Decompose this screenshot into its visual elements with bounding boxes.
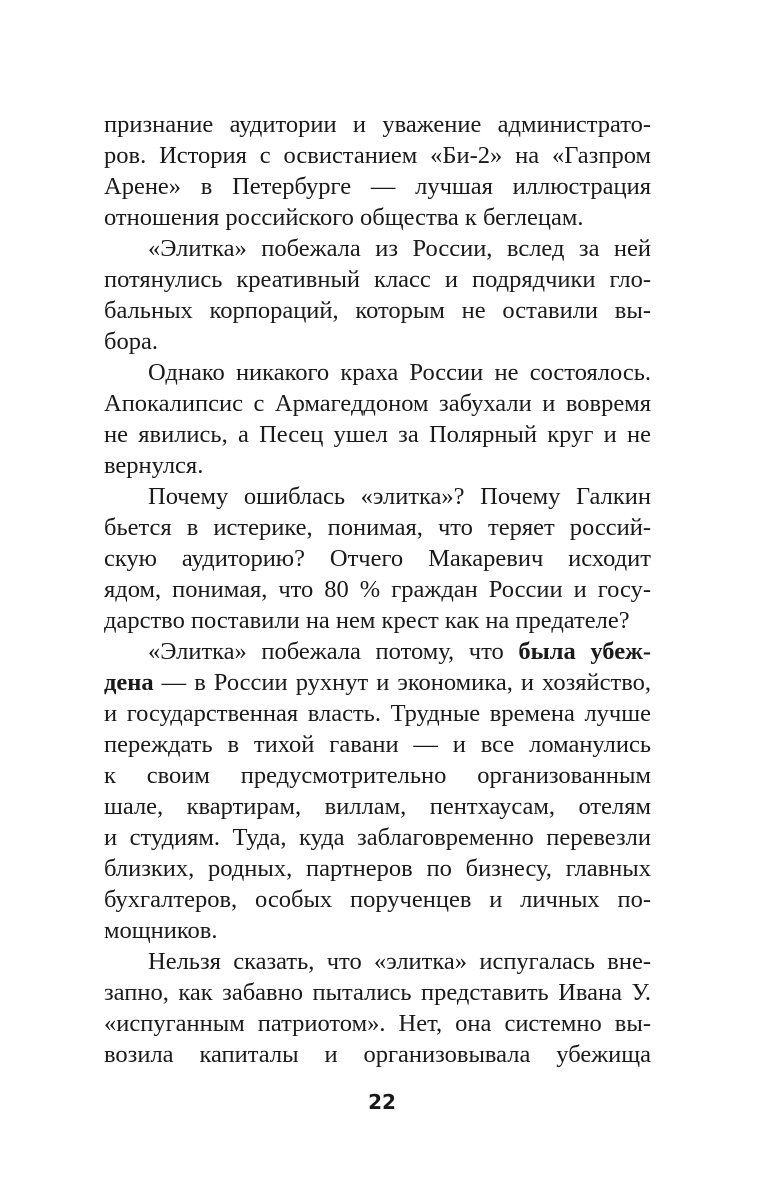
- text-line: вернулся.: [104, 452, 204, 479]
- text-line: и государственная власть. Трудные времена лучше: [104, 700, 651, 727]
- text-line: Однако никакого краха России не состоялось.: [148, 359, 651, 386]
- page-body-text: [104, 109, 651, 1070]
- text-line: признание аудитории и уважение администрато-: [104, 111, 651, 138]
- text-line: дарство поставили на нем крест как на предателе?: [104, 607, 630, 634]
- text-line: близких, родных, партнеров по бизнесу, главных: [104, 855, 651, 882]
- text-line: [104, 667, 651, 698]
- text-line: Арене» в Петербурге — лучшая иллюстрация: [104, 173, 651, 200]
- text-line: Нельзя сказать, что «элитка» испугалась вне-: [148, 948, 651, 975]
- bold-emphasis: дена: [104, 669, 154, 696]
- text-line: мощников.: [104, 917, 218, 944]
- text-line: запно, как забавно пытались представить Ивана У.: [104, 979, 651, 1006]
- text-line: к своим предусмотрительно организованным: [104, 762, 651, 789]
- text-line: Апокалипсис с Армагеддоном забухали и вовремя: [104, 390, 651, 417]
- text-line: [104, 636, 651, 667]
- text-line: бухгалтеров, особых порученцев и личных по-: [104, 886, 651, 913]
- text-line: Почему ошиблась «элитка»? Почему Галкин: [148, 483, 651, 510]
- text-line: переждать в тихой гавани — и все ломанулись: [104, 731, 651, 758]
- text-line-part: «Элитка» побежала потому, что: [148, 638, 519, 665]
- text-line: бора.: [104, 328, 158, 355]
- text-line: ров. История с освистанием «Би-2» на «Газпром: [104, 142, 651, 169]
- text-line: шале, квартирам, виллам, пентхаусам, отелям: [104, 793, 651, 820]
- text-line: потянулись креативный класс и подрядчики гло-: [104, 266, 651, 293]
- text-line: отношения российского общества к беглецам.: [104, 204, 584, 231]
- text-line-part: — в России рухнут и экономика, и хозяйство,: [153, 669, 651, 696]
- text-line: скую аудиторию? Отчего Макаревич исходит: [104, 545, 651, 572]
- page-number: 22: [368, 1090, 396, 1114]
- text-line: «испуганным патриотом». Нет, она системно вы-: [104, 1010, 651, 1037]
- text-line: ядом, понимая, что 80 % граждан России и госу-: [104, 576, 651, 603]
- bold-emphasis: была убеж-: [518, 638, 652, 665]
- text-line: бальных корпораций, которым не оставили вы-: [104, 297, 651, 324]
- text-line: возила капиталы и организовывала убежища: [104, 1041, 651, 1068]
- text-line: «Элитка» побежала из России, вслед за ней: [148, 235, 651, 262]
- text-line: бьется в истерике, понимая, что теряет россий-: [104, 514, 651, 541]
- text-line: и студиям. Туда, куда заблаговременно перевезли: [104, 824, 651, 851]
- text-line: не явились, а Песец ушел за Полярный круг и не: [104, 421, 651, 448]
